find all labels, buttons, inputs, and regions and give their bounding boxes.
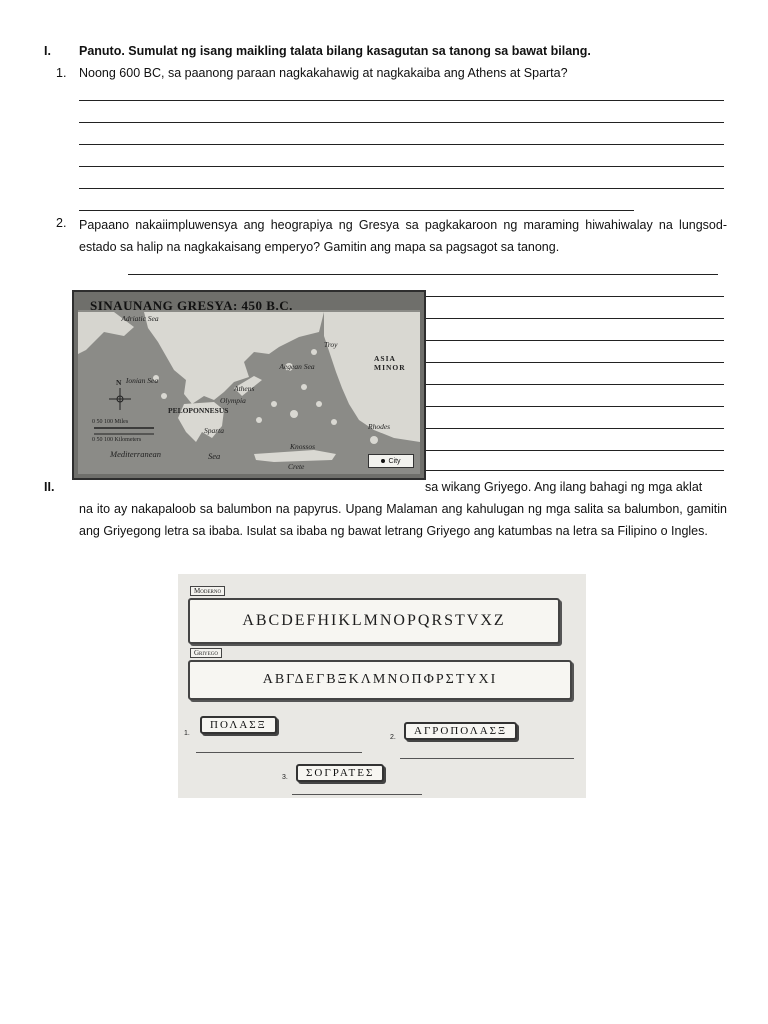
answer-line[interactable] [79,144,724,145]
section-2-line1: sa wikang Griyego. Ang ilang bahagi ng mga aklat [425,480,703,494]
map-label-adriatic: Adriatic Sea [121,314,159,323]
map-label-aegean: Aegean Sea [279,362,315,371]
answer-line[interactable] [422,296,724,297]
map-label-sparta: Sparta [204,426,225,435]
question-1-text: Noong 600 BC, sa paanong paraan nagkakahawig at nagkakaiba ang Athens at Sparta? [79,66,568,80]
map-label-ionian: Ionian Sea [125,376,159,385]
modern-alphabet-label: Moderno [190,586,225,596]
answer-line[interactable] [79,166,724,167]
answer-line[interactable] [79,210,634,211]
answer-line[interactable] [79,100,724,101]
map-label-crete: Crete [288,462,305,471]
compass-north-label: N [116,378,122,387]
map-legend-label: City [388,457,401,465]
map-label-knossos: Knossos [290,442,316,451]
answer-line[interactable] [128,274,718,275]
section-2-text: na ito ay nakapaloob sa balumbon na papyrus. Upang Malaman ang kahulugan ng mga salita sa balumbon, gamitin ang Griyegong letra sa ibaba. Isulat sa ibaba ng bawat letrang Griyego ang katumbas na letra sa Filipino o Ingles. [79,502,727,538]
greek-alphabet-banner: ΑΒΓΔΕΓΒΞΚΛΜΝΟΠΦΡΣΤΥΧΙ [188,660,572,700]
word-2-number: 2. [390,734,396,741]
word-3-number: 3. [282,774,288,781]
section-2-numeral: II. [44,480,55,494]
question-2-number: 2. [56,216,67,230]
answer-line[interactable] [422,362,724,363]
greek-alphabet-image [178,574,586,798]
answer-line[interactable] [422,450,724,451]
answer-line[interactable] [400,758,574,759]
city-dot-icon [381,459,385,463]
modern-alphabet-banner: ABCDEFHIKLMNOPQRSTVXZ [188,598,560,644]
answer-line[interactable] [422,428,724,429]
answer-line[interactable] [292,794,422,795]
map-scale-miles: 0 50 100 Miles [92,419,129,425]
answer-line[interactable] [422,318,724,319]
section-1-numeral: I. [44,44,51,58]
map-scale-km: 0 50 100 Kilometers [92,437,142,443]
answer-line[interactable] [196,752,362,753]
map-label-asia-minor: ASIA MINOR [374,354,406,372]
greek-word-3: ΣΟΓΡΑΤΕΣ [296,764,384,782]
greek-word-2: ΑΓΡΟΠΟΛΑΣΞ [404,722,517,740]
map-label-rhodes: Rhodes [368,422,391,431]
answer-line[interactable] [422,470,724,471]
map-label-peloponnesus: PELOPONNESUS [168,406,229,415]
map-label-mediterranean: Mediterranean [110,449,161,459]
word-1-number: 1. [184,730,190,737]
question-2-text: Papaano nakaiimpluwensya ang heograpiya ng Gresya sa pagkakaroon ng maraming hiwahiwalay na lungsod-estado sa halip na nagkakaisang emperyo? Gamitin ang mapa sa pagsagot sa tanong. [79,218,727,254]
section-1-instruction: Panuto. Sumulat ng isang maikling talata bilang kasagutan sa tanong sa bawat bilang. [79,44,591,58]
greek-alphabet-label: Griyego [190,648,222,658]
answer-line[interactable] [422,406,724,407]
map-legend [368,454,414,468]
map-label-athens: Athens [234,384,255,393]
map-title: SINAUNANG GRESYA: 450 B.C. [90,298,293,313]
answer-line[interactable] [422,384,724,385]
map-label-troy: Troy [324,340,338,349]
greece-map-image [72,290,426,480]
answer-line[interactable] [79,122,724,123]
map-label-olympia: Olympia [220,396,246,405]
answer-line[interactable] [422,340,724,341]
question-1-number: 1. [56,66,67,80]
greek-word-1: ΠΟΛΑΣΞ [200,716,277,734]
answer-line[interactable] [79,188,724,189]
map-label-sea: Sea [208,451,221,461]
